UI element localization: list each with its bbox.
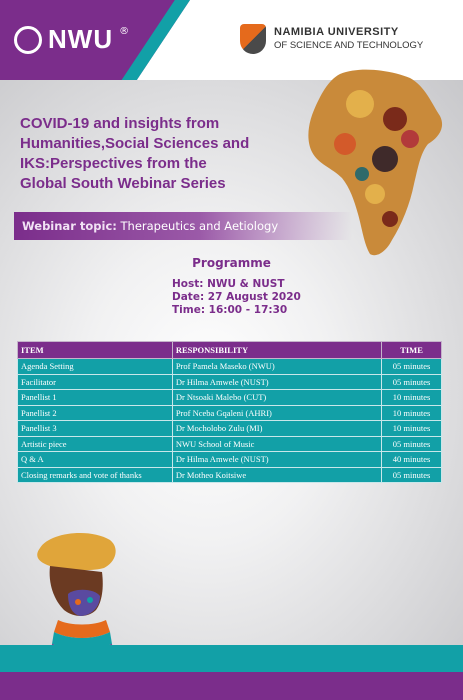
time-cell: 10 minutes <box>382 405 442 421</box>
nust-logo <box>240 24 423 54</box>
webinar-title <box>20 114 320 194</box>
nust-name-line2: OF SCIENCE AND TECHNOLOGY <box>274 40 424 51</box>
item-cell: Artistic piece <box>18 436 173 452</box>
topic-label: Webinar topic: <box>22 219 117 233</box>
responsibility-cell: NWU School of Music <box>172 436 381 452</box>
time-cell: 05 minutes <box>382 359 442 375</box>
nust-name <box>274 26 423 52</box>
nwu-logo <box>14 24 129 55</box>
title-line-4: Global South Webinar Series <box>20 175 226 192</box>
table-row <box>18 452 442 468</box>
table-header-row <box>18 342 442 359</box>
nwu-logo-icon <box>14 26 42 54</box>
item-cell: Panellist 2 <box>18 405 173 421</box>
responsibility-cell: Prof Pamela Maseko (NWU) <box>172 359 381 375</box>
time-cell: 05 minutes <box>382 374 442 390</box>
table-row <box>18 405 442 421</box>
responsibility-cell: Prof Nceba Gqaleni (AHRI) <box>172 405 381 421</box>
title-line-2: Humanities,Social Sciences and <box>20 135 250 152</box>
footer-purple-band <box>0 672 463 700</box>
item-cell: Q & A <box>18 452 173 468</box>
title-line-3: IKS:Perspectives from the <box>20 155 207 172</box>
table-row <box>18 359 442 375</box>
footer-teal-band <box>0 645 463 672</box>
nust-shield-icon <box>240 24 266 54</box>
programme-info <box>172 278 301 317</box>
item-cell: Facilitator <box>18 374 173 390</box>
responsibility-cell: Dr Ntsoaki Malebo (CUT) <box>172 390 381 406</box>
responsibility-cell: Dr Mocholobo Zulu (MI) <box>172 421 381 437</box>
header-item: ITEM <box>18 342 173 359</box>
item-cell: Agenda Setting <box>18 359 173 375</box>
registered-mark: ® <box>119 26 130 37</box>
table-row <box>18 467 442 483</box>
time-line: Time: 16:00 - 17:30 <box>172 304 288 316</box>
header-time: TIME <box>382 342 442 359</box>
time-cell: 05 minutes <box>382 436 442 452</box>
responsibility-cell: Dr Motheo Koitsiwe <box>172 467 381 483</box>
nwu-logo-text: NWU <box>48 24 114 54</box>
responsibility-cell: Dr Hilma Amwele (NUST) <box>172 452 381 468</box>
title-line-1: COVID-19 and insights from <box>20 115 220 132</box>
topic-value: Therapeutics and Aetiology <box>116 219 279 233</box>
table-row <box>18 421 442 437</box>
item-cell: Panellist 3 <box>18 421 173 437</box>
host-line: Host: NWU & NUST <box>172 278 285 290</box>
table-row <box>18 390 442 406</box>
table-row <box>18 374 442 390</box>
nust-name-line1: NAMIBIA UNIVERSITY <box>274 26 399 38</box>
time-cell: 10 minutes <box>382 421 442 437</box>
header-responsibility: RESPONSIBILITY <box>172 342 381 359</box>
item-cell: Closing remarks and vote of thanks <box>18 467 173 483</box>
responsibility-cell: Dr Hilma Amwele (NUST) <box>172 374 381 390</box>
agenda-table <box>17 341 442 483</box>
time-cell: 40 minutes <box>382 452 442 468</box>
webinar-topic-banner <box>14 212 352 240</box>
time-cell: 05 minutes <box>382 467 442 483</box>
item-cell: Panellist 1 <box>18 390 173 406</box>
woman-portrait-art <box>20 528 140 658</box>
programme-heading: Programme <box>192 256 271 270</box>
time-cell: 10 minutes <box>382 390 442 406</box>
date-line: Date: 27 August 2020 <box>172 291 301 303</box>
table-row <box>18 436 442 452</box>
